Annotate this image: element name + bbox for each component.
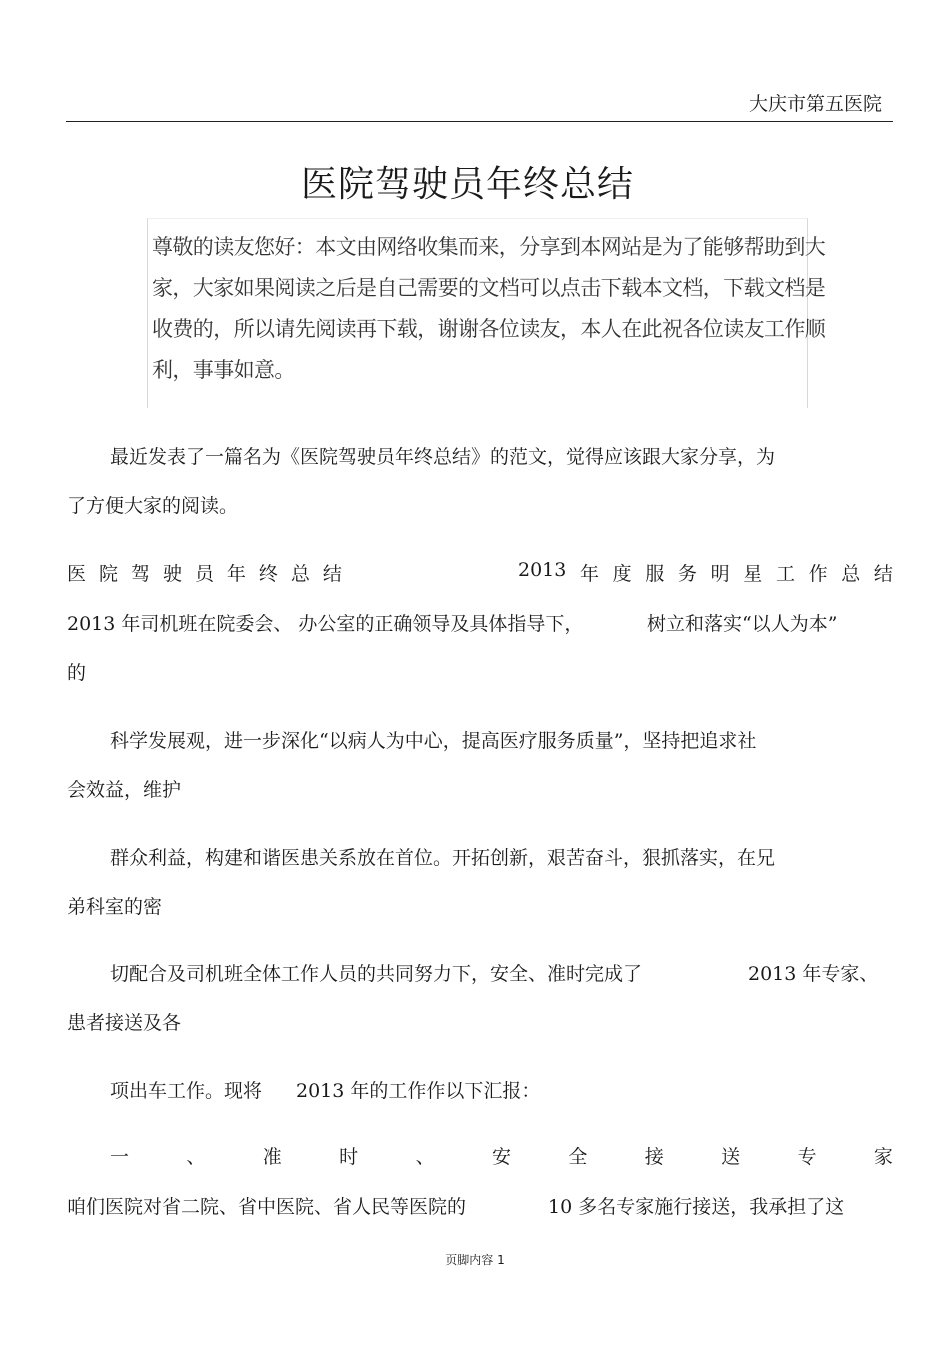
heading-char: 明 [710,563,730,585]
section-char: 专 [797,1146,817,1168]
notice-line: 家，大家如果阅读之后是自己需要的文档可以点击下载本文档，下载文档是 [152,276,826,300]
heading-char: 总 [290,563,310,585]
section-char: 安 [491,1146,511,1168]
heading-char: 终 [258,563,278,585]
para6-line-b: 10 多名专家施行接送，我承担了这 [548,1196,845,1218]
header-org: 大庆市第五医院 [748,93,882,115]
para6-line-a: 咱们医院对省二院、省中医院、省人民等医院的 [67,1196,467,1218]
para1-line-a: 2013 年司机班在院委会、 办公室的正确领导及具体指导下， [67,613,584,635]
heading-char: 结 [873,563,893,585]
heading-char: 2013 [518,559,567,581]
heading-char: 医 [67,563,87,585]
heading-char: 员 [194,563,214,585]
para2-line-b: 会效益，维护 [67,779,182,801]
doc-heading-left [67,559,342,586]
heading-char: 驾 [130,563,150,585]
para1-line-b: 树立和落实“以人为本” [647,613,838,635]
heading-char: 结 [322,563,342,585]
para4-line-a: 切配合及司机班全体工作人员的共同努力下，安全、准时完成了 [110,963,643,985]
reader-notice [147,218,826,408]
heading-char: 作 [808,563,828,585]
para1-line-c: 的 [67,662,87,684]
heading-char: 驶 [162,563,182,585]
heading-char: 星 [743,563,763,585]
section-char: 家 [873,1146,893,1168]
intro-line-1: 最近发表了一篇名为《医院驾驶员年终总结》的范文，觉得应该跟大家分享，为 [110,446,776,468]
notice-line: 尊敬的读友您好：本文由网络收集而来，分享到本网站是为了能够帮助到大 [152,235,826,259]
para5-line-a: 项出车工作。现将 [110,1080,263,1102]
notice-line: 利，事事如意。 [152,358,295,382]
section-char: 时 [339,1146,359,1168]
document-title: 医院驾驶员年终总结 [300,164,634,205]
section-char: 全 [568,1146,588,1168]
section-char: 、 [186,1146,206,1168]
para5-line-b: 2013 年的工作作以下汇报： [296,1080,541,1102]
section-char: 送 [721,1146,741,1168]
page-footer: 页脚内容 1 [445,1253,505,1267]
heading-char: 年 [226,563,246,585]
heading-char: 年 [580,563,600,585]
para3-line-b: 弟科室的密 [67,896,163,918]
heading-char: 院 [98,563,118,585]
section-char: 、 [415,1146,435,1168]
para4-line-c: 患者接送及各 [67,1012,182,1034]
section-char: 接 [644,1146,664,1168]
section-char: 准 [262,1146,282,1168]
notice-line: 收费的，所以请先阅读再下载，谢谢各位读友，本人在此祝各位读友工作顺 [152,317,826,341]
intro-line-2: 了方便大家的阅读。 [67,495,239,517]
para2-line-a: 科学发展观，进一步深化“以病人为中心，提高医疗服务质量”，坚持把追求社 [110,730,757,752]
para3-line-a: 群众利益，构建和谐医患关系放在首位。开拓创新，艰苦奋斗，狠抓落实，在兄 [110,847,776,869]
heading-char: 务 [677,563,697,585]
header-divider [66,121,893,122]
doc-heading-right [518,559,893,586]
heading-char: 总 [841,563,861,585]
heading-char: 服 [645,563,665,585]
heading-char: 工 [775,563,795,585]
section-char: 一 [110,1146,130,1168]
section-heading-1 [110,1142,893,1169]
heading-char: 度 [612,563,632,585]
para4-line-b: 2013 年专家、 [748,963,879,985]
